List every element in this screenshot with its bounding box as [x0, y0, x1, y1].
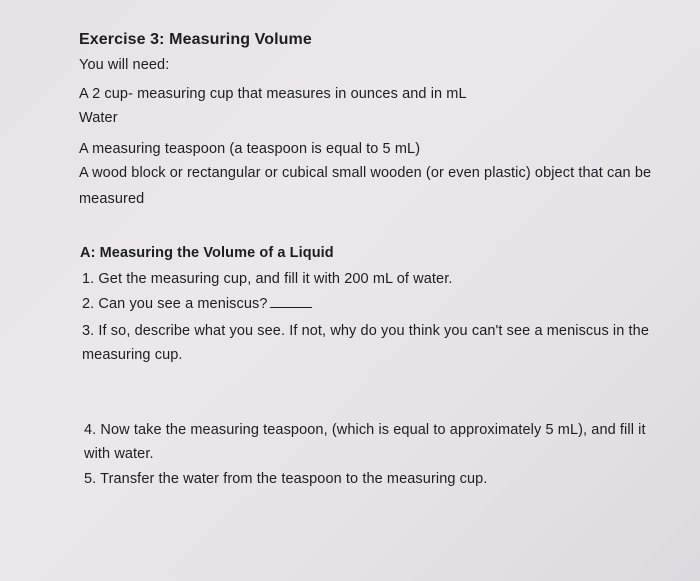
- step-2-text: 2. Can you see a meniscus?: [82, 296, 268, 312]
- step-1: 1. Get the measuring cup, and fill it with 200 mL of water.: [82, 271, 453, 287]
- material-measuring-cup: A 2 cup- measuring cup that measures in ounces and in mL: [79, 86, 467, 102]
- you-will-need-label: You will need:: [79, 57, 170, 73]
- section-a-heading: A: Measuring the Volume of a Liquid: [80, 245, 334, 261]
- material-teaspoon: A measuring teaspoon (a teaspoon is equal to 5 mL): [79, 141, 421, 157]
- exercise-title: Exercise 3: Measuring Volume: [79, 31, 312, 48]
- material-wood-block-cont: measured: [79, 191, 145, 207]
- step-2: [82, 295, 312, 313]
- material-water: Water: [79, 110, 118, 126]
- step-5: 5. Transfer the water from the teaspoon to the measuring cup.: [84, 471, 488, 487]
- step-4-line-2: with water.: [84, 446, 154, 462]
- material-wood-block: A wood block or rectangular or cubical small wooden (or even plastic) object that can be: [79, 165, 652, 181]
- step-4-line-1: 4. Now take the measuring teaspoon, (which is equal to approximately 5 mL), and fill it: [84, 422, 646, 438]
- step-3-line-1: 3. If so, describe what you see. If not, why do you think you can't see a meniscus in the: [82, 323, 650, 339]
- step-3-line-2: measuring cup.: [82, 347, 183, 363]
- answer-blank: [270, 295, 312, 308]
